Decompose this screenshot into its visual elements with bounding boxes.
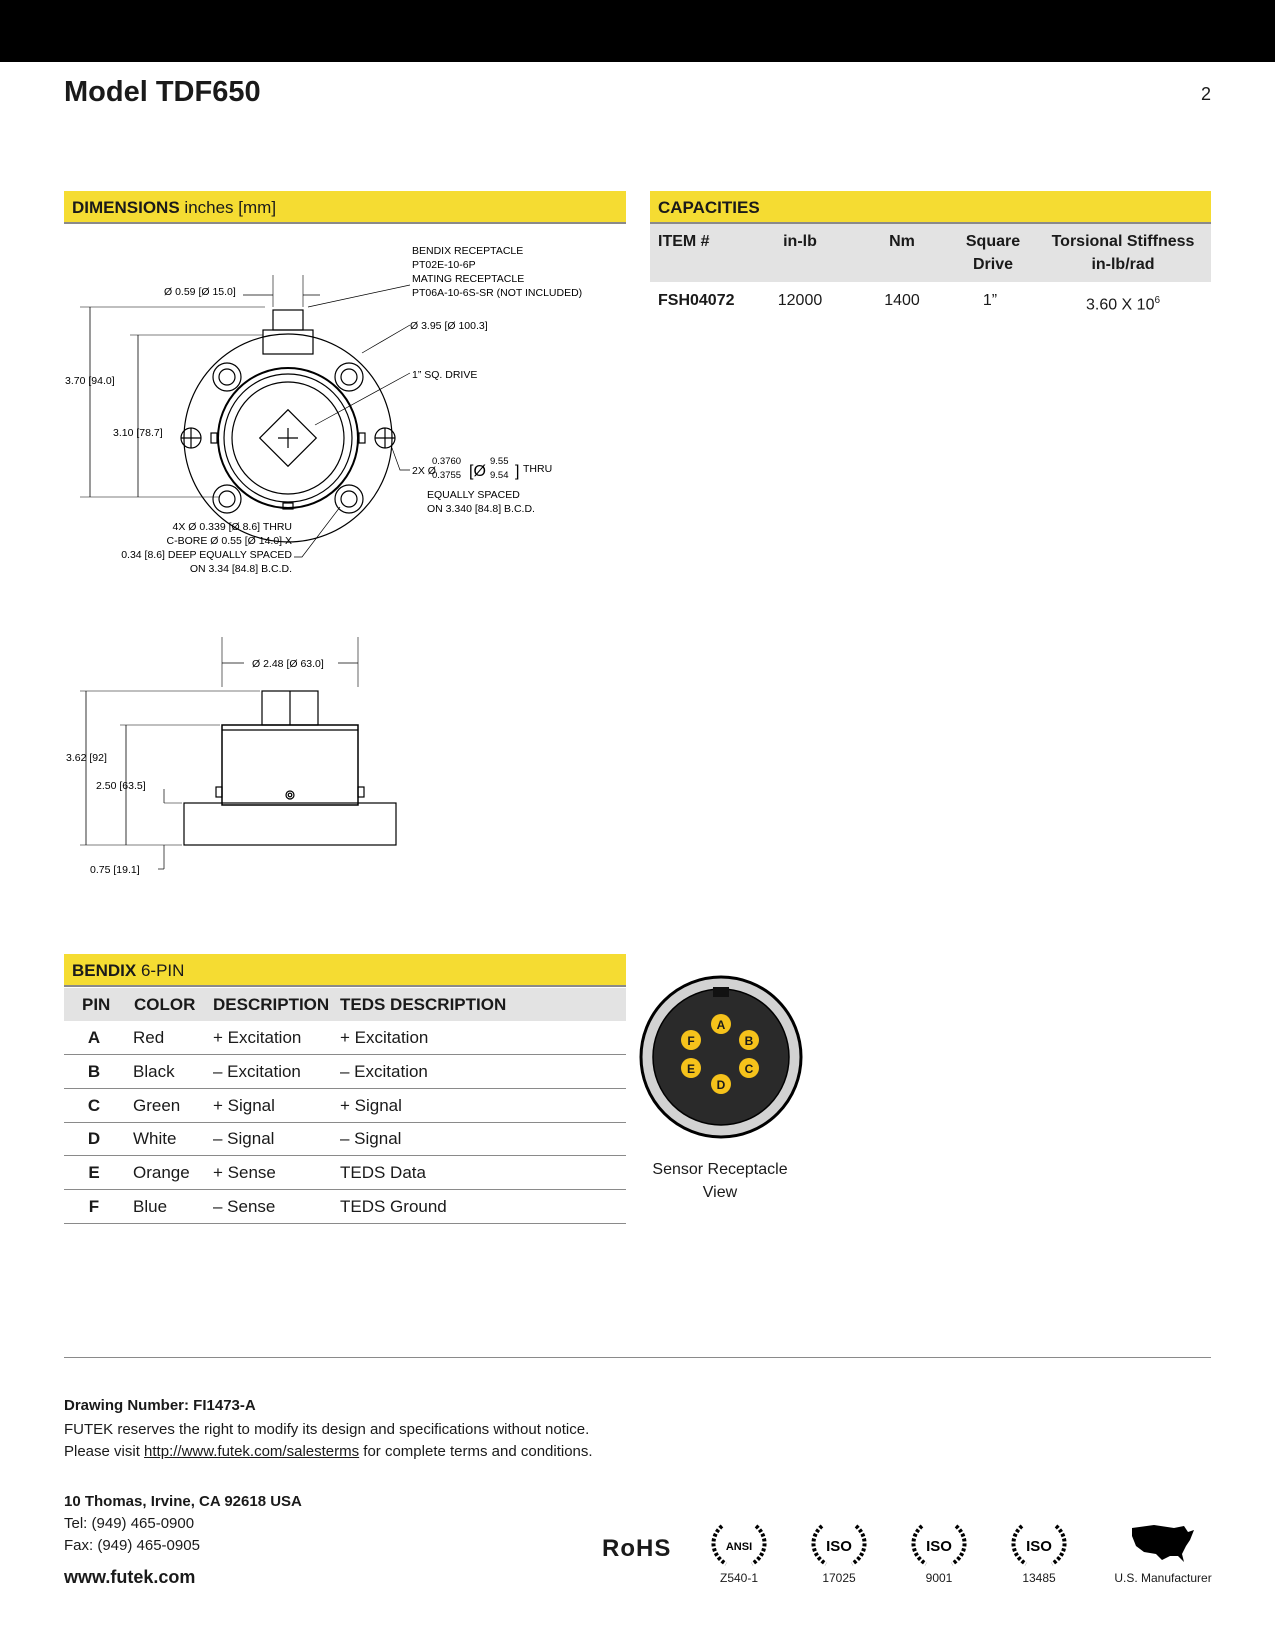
address: 10 Thomas, Irvine, CA 92618 USA <box>64 1493 302 1510</box>
pin-id: C <box>87 1096 101 1115</box>
page-title: Model TDF650 <box>64 76 261 108</box>
pin-desc: – Excitation <box>213 1062 301 1081</box>
pin-b-label: B <box>744 1034 754 1048</box>
dim-eq2: ON 3.340 [84.8] B.C.D. <box>427 503 535 515</box>
bendix-header <box>64 954 626 987</box>
bendix-title: BENDIX <box>72 961 137 980</box>
pin-teds: + Signal <box>340 1096 402 1115</box>
pin-e-label: E <box>686 1062 696 1076</box>
badge-ansi-text: ANSI <box>725 1541 753 1553</box>
pin-color: Blue <box>133 1197 168 1216</box>
table-row <box>64 1156 626 1190</box>
dimensions-title: DIMENSIONS <box>72 198 180 217</box>
dim-sqdrive: 1” SQ. DRIVE <box>412 369 478 381</box>
dim-hole-d: 9.54 <box>490 470 509 481</box>
pin-teds: TEDS Data <box>340 1163 426 1182</box>
pin-c-label: C <box>744 1062 754 1076</box>
cap-drive: 1” <box>982 292 998 309</box>
svg-text:]: ] <box>515 463 520 480</box>
capacities-title: CAPACITIES <box>658 198 760 217</box>
drawing-number: Drawing Number: FI1473-A <box>64 1397 256 1414</box>
notice-text: FUTEK reserves the right to modify its design and specifications without notice. <box>64 1421 590 1438</box>
top-view-drawing <box>60 245 660 615</box>
pin-teds: + Excitation <box>340 1028 429 1047</box>
col-stiffness: Torsional Stiffness <box>1051 233 1195 250</box>
col-teds: TEDS DESCRIPTION <box>340 995 507 1014</box>
iso-laurel-icon <box>1004 1518 1074 1570</box>
dim-eq1: EQUALLY SPACED <box>427 489 520 501</box>
pin-color: Black <box>133 1062 175 1081</box>
pin-color: Orange <box>133 1163 190 1182</box>
dimensions-units: inches [mm] <box>179 198 277 217</box>
pin-id: D <box>87 1129 101 1148</box>
footer-divider <box>64 1357 1211 1358</box>
badge-17025-caption: 17025 <box>822 1571 856 1585</box>
table-row <box>650 286 1211 316</box>
pin-id: B <box>87 1062 101 1081</box>
ansi-laurel-icon <box>704 1518 774 1570</box>
rohs-logo: RoHS <box>602 1535 672 1562</box>
pin-color: Green <box>133 1096 181 1115</box>
dim-bore1: 4X Ø 0.339 [Ø 8.6] THRU <box>172 521 292 533</box>
col-square: Square <box>965 233 1021 250</box>
pin-desc: + Sense <box>213 1163 276 1182</box>
receptacle-caption-line1: Sensor Receptacle <box>652 1161 788 1178</box>
capacities-column-header <box>650 224 1211 282</box>
pin-desc: – Sense <box>213 1197 276 1216</box>
pin-d-label: D <box>716 1078 726 1092</box>
pin-desc: + Signal <box>213 1096 275 1115</box>
pin-teds: – Excitation <box>340 1062 428 1081</box>
page-number: 2 <box>1200 84 1211 104</box>
dim-bore2: C-BORE Ø 0.55 [Ø 14.0] X <box>166 535 292 547</box>
pin-f-label: F <box>687 1034 695 1048</box>
sales-terms-link[interactable]: http://www.futek.com/salesterms <box>144 1443 360 1460</box>
pin-a-label: A <box>716 1018 726 1032</box>
receptacle-caption <box>640 1158 800 1204</box>
pin-teds: TEDS Ground <box>340 1197 447 1216</box>
dim-075: 0.75 [19.1] <box>90 864 140 876</box>
dim-248: Ø 2.48 [Ø 63.0] <box>252 658 324 670</box>
dim-370: 3.70 [94.0] <box>65 375 115 387</box>
table-row <box>64 1021 626 1055</box>
badge-iso-text: ISO <box>826 1538 852 1555</box>
dim-bore4: ON 3.34 [84.8] B.C.D. <box>189 563 292 575</box>
tel: Tel: (949) 465-0900 <box>64 1515 195 1532</box>
dimensions-header <box>64 191 626 224</box>
fax: Fax: (949) 465-0905 <box>64 1537 200 1554</box>
iso-laurel-icon <box>904 1518 974 1570</box>
badge-ansi-caption: Z540-1 <box>719 1571 759 1585</box>
dim-362: 3.62 [92] <box>66 752 107 764</box>
col-drive: Drive <box>972 256 1014 273</box>
capacities-header <box>650 191 1211 224</box>
website-link[interactable]: www.futek.com <box>64 1567 196 1587</box>
pin-color: Red <box>133 1028 165 1047</box>
table-row <box>64 1122 626 1156</box>
badge-9001-caption: 9001 <box>925 1571 953 1585</box>
dim-310: 3.10 [78.7] <box>113 427 163 439</box>
pin-table-header <box>64 988 626 1021</box>
dim-059: Ø 0.59 [Ø 15.0] <box>164 286 236 298</box>
us-map-icon <box>1130 1522 1196 1564</box>
col-inlb: in-lb <box>783 233 817 250</box>
us-manufacturer-caption: U.S. Manufacturer <box>1114 1571 1212 1585</box>
dim-250: 2.50 [63.5] <box>96 780 146 792</box>
top-bar <box>0 0 1275 62</box>
cap-stiffness <box>1038 289 1208 316</box>
cap-item: FSH04072 <box>658 292 735 309</box>
pin-id: A <box>87 1028 101 1047</box>
dim-395: Ø 3.95 [Ø 100.3] <box>410 320 488 332</box>
cap-nm: 1400 <box>884 292 920 309</box>
col-item: ITEM # <box>658 233 710 250</box>
iso-laurel-icon <box>804 1518 874 1570</box>
badge-13485-caption: 13485 <box>1022 1571 1056 1585</box>
pin-id: F <box>88 1197 100 1216</box>
side-view-drawing <box>60 635 460 895</box>
terms-post: for complete terms and conditions. <box>359 1443 593 1460</box>
dim-bendix3: MATING RECEPTACLE <box>412 273 525 285</box>
dim-thru: THRU <box>523 463 553 475</box>
bendix-subtitle: 6-PIN <box>136 961 185 980</box>
table-row <box>64 1089 626 1123</box>
pin-desc: + Excitation <box>213 1028 302 1047</box>
pin-color: White <box>133 1129 177 1148</box>
badge-iso-text: ISO <box>1026 1538 1052 1555</box>
dim-bore3: 0.34 [8.6] DEEP EQUALLY SPACED <box>121 549 292 561</box>
pin-teds: – Signal <box>340 1129 402 1148</box>
col-nm: Nm <box>889 233 915 250</box>
col-color: COLOR <box>134 995 196 1014</box>
cap-stiffness-exp: 6 <box>1154 295 1161 306</box>
dim-hole-c: 9.55 <box>490 456 509 467</box>
dim-bendix4: PT06A-10-6S-SR (NOT INCLUDED) <box>412 287 583 299</box>
col-pin: PIN <box>82 995 111 1014</box>
col-description: DESCRIPTION <box>213 995 330 1014</box>
pin-desc: – Signal <box>213 1129 275 1148</box>
dim-bendix1: BENDIX RECEPTACLE <box>412 245 524 257</box>
col-stiffness-unit: in-lb/rad <box>1091 256 1155 273</box>
cap-inlb: 12000 <box>777 292 823 309</box>
table-row <box>64 1055 626 1089</box>
terms-pre: Please visit <box>64 1443 145 1460</box>
dim-hole-b: 0.3755 <box>432 470 462 481</box>
receptacle-view <box>638 974 804 1140</box>
dim-hole-a: 0.3760 <box>432 456 462 467</box>
dim-bendix2: PT02E-10-6P <box>412 259 476 271</box>
terms-line <box>64 1441 593 1463</box>
dim-hole2x: 2X Ø <box>412 465 436 477</box>
svg-text:[Ø: [Ø <box>469 463 486 480</box>
receptacle-caption-line2: View <box>702 1184 738 1201</box>
cap-stiffness-base: 3.60 X 10 <box>1085 296 1155 314</box>
pin-id: E <box>88 1163 100 1182</box>
badge-iso-text: ISO <box>926 1538 952 1555</box>
table-row <box>64 1190 626 1224</box>
